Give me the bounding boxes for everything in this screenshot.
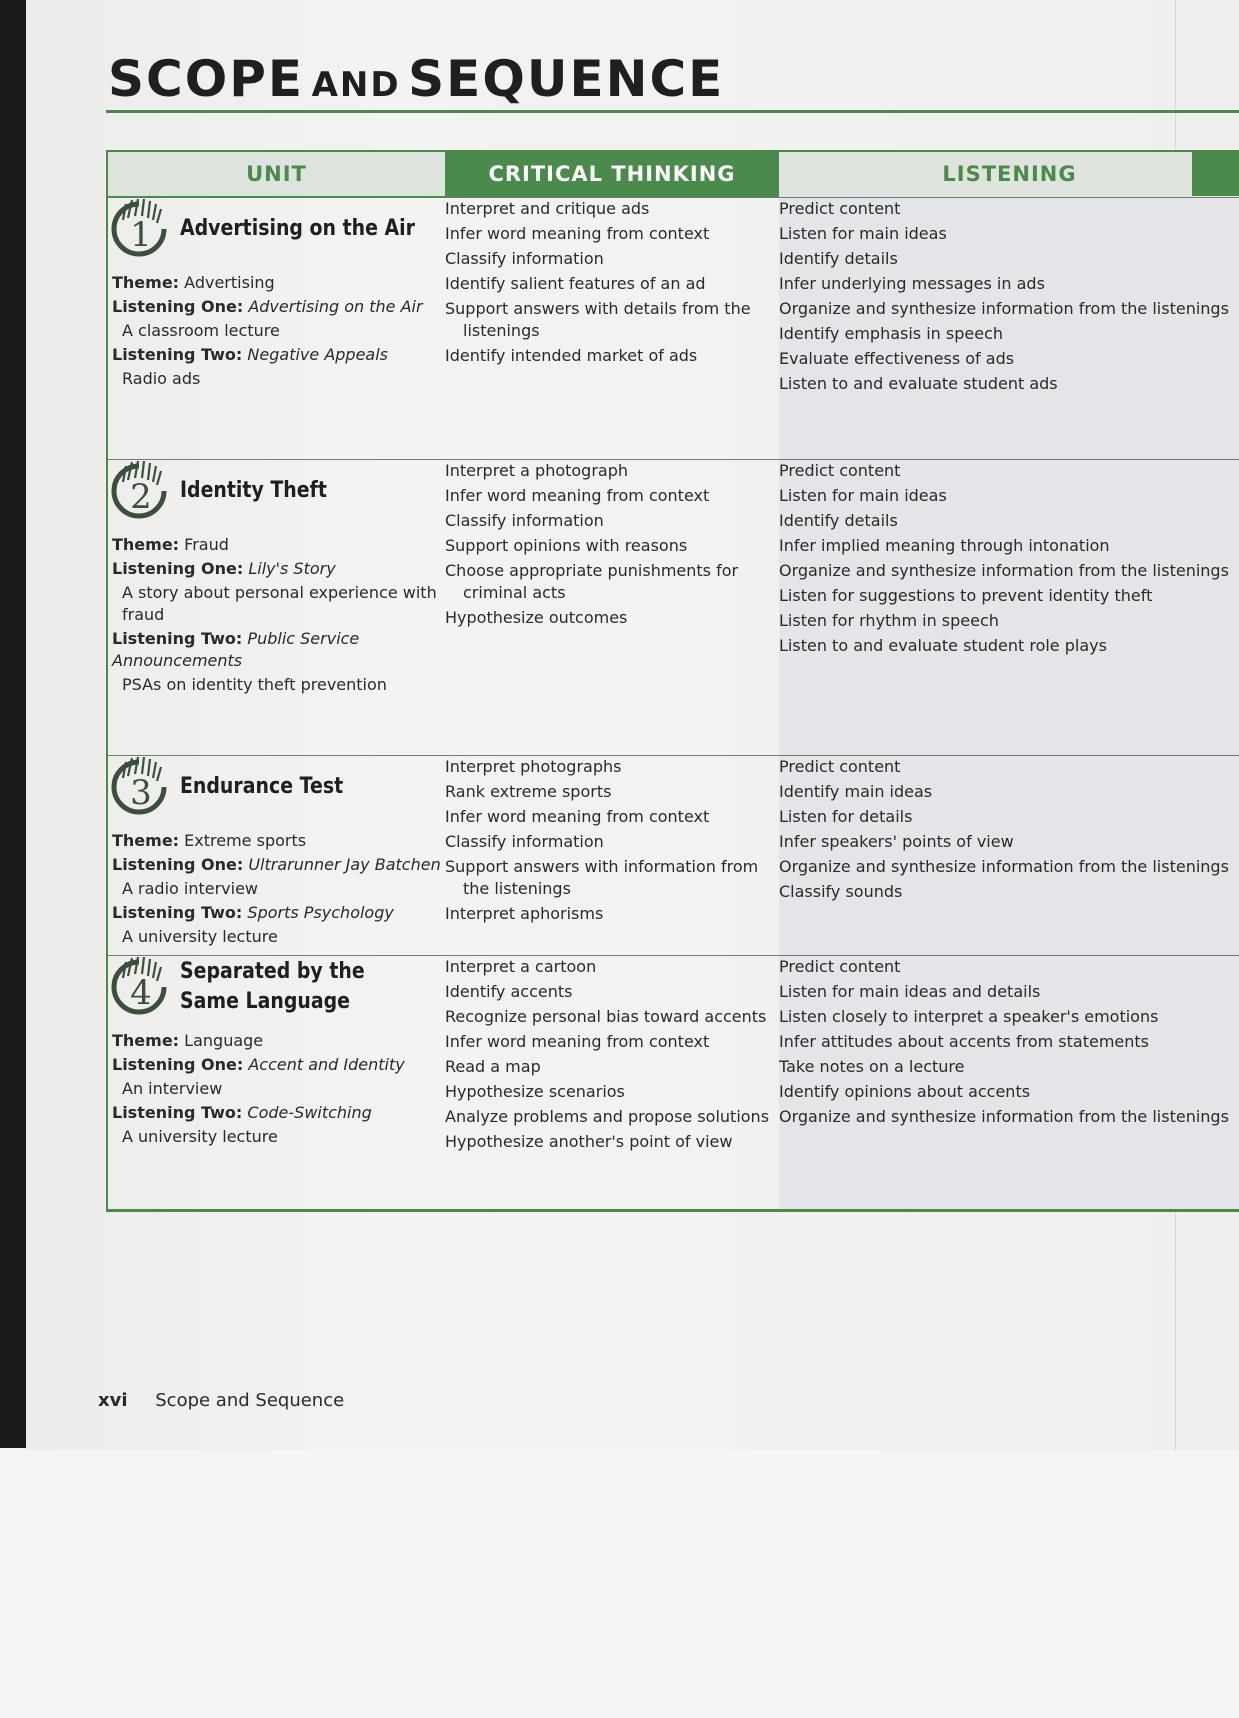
listening-one-label: Listening One: xyxy=(112,854,244,874)
critical-thinking-item: Identify intended market of ads xyxy=(445,345,698,365)
listening-item: Listen for main ideas xyxy=(779,485,947,505)
unit-heading xyxy=(108,956,445,1018)
unit-heading xyxy=(108,756,445,818)
listening-one xyxy=(112,558,445,580)
listening-item: Take notes on a lecture xyxy=(779,1056,965,1076)
unit-theme xyxy=(112,272,445,294)
listening-one-title: Advertising on the Air xyxy=(248,297,423,316)
critical-thinking-item: Classify information xyxy=(445,510,604,530)
listening-item: Predict content xyxy=(779,460,901,480)
listening-item: Identify details xyxy=(779,248,898,268)
listening-item: Identify details xyxy=(779,510,898,530)
critical-thinking-item: Interpret a photograph xyxy=(445,460,629,480)
unit-title: Endurance Test xyxy=(180,773,344,799)
unit-theme xyxy=(112,830,445,852)
critical-thinking-cell xyxy=(445,197,779,459)
critical-thinking-list xyxy=(445,956,779,1153)
critical-thinking-item: Identify accents xyxy=(445,981,573,1001)
critical-thinking-item: Rank extreme sports xyxy=(445,781,612,801)
listening-one-desc: A radio interview xyxy=(122,878,259,898)
critical-thinking-list xyxy=(445,756,779,925)
critical-thinking-cell xyxy=(445,955,779,1210)
critical-thinking-item: Choose appropriate punishments for criminal acts xyxy=(445,560,739,602)
critical-thinking-item: Hypothesize outcomes xyxy=(445,607,628,627)
page-number: xvi xyxy=(98,1390,128,1411)
listening-item: Infer underlying messages in ads xyxy=(779,273,1045,293)
title-scope: SCOPE xyxy=(108,50,305,108)
listening-two-title: Negative Appeals xyxy=(247,345,388,364)
header-unit: UNIT xyxy=(107,151,445,197)
listening-item: Listen to and evaluate student role plays xyxy=(779,635,1107,655)
listening-item: Infer implied meaning through intonation xyxy=(779,535,1110,555)
critical-thinking-item: Interpret and critique ads xyxy=(445,198,650,218)
header-row xyxy=(107,151,1239,197)
listening-two-label: Listening Two: xyxy=(112,628,243,648)
page-title xyxy=(108,50,724,108)
unit-number: 4 xyxy=(130,972,152,1013)
critical-thinking-item: Classify information xyxy=(445,831,604,851)
critical-thinking-item: Recognize personal bias toward accents xyxy=(445,1006,767,1026)
critical-thinking-item: Infer word meaning from context xyxy=(445,1031,710,1051)
critical-thinking-item: Analyze problems and propose solutions xyxy=(445,1106,770,1126)
unit-row xyxy=(107,955,1239,1210)
listening-item: Organize and synthesize information from the listenings xyxy=(779,1106,1229,1126)
listening-one xyxy=(112,1054,445,1076)
listening-two-title: Sports Psychology xyxy=(247,902,394,922)
listening-item: Infer speakers' points of view xyxy=(779,831,1014,851)
unit-row xyxy=(107,755,1239,955)
critical-thinking-item: Interpret aphorisms xyxy=(445,903,604,923)
listening-item: Organize and synthesize information from the listenings xyxy=(779,560,1229,580)
listening-list xyxy=(779,756,1239,903)
listening-two-desc: A university lecture xyxy=(122,926,278,946)
listening-item: Evaluate effectiveness of ads xyxy=(779,348,1015,368)
unit-number-badge-icon xyxy=(108,198,170,260)
unit-cell xyxy=(107,955,445,1210)
listening-one xyxy=(112,854,445,876)
title-and: AND xyxy=(311,65,401,105)
listening-item: Predict content xyxy=(779,198,901,218)
listening-item: Predict content xyxy=(779,956,901,976)
listening-two xyxy=(112,902,445,924)
listening-two-desc: PSAs on identity theft prevention xyxy=(122,674,387,694)
unit-number: 1 xyxy=(130,215,152,255)
unit-title: Separated by the Same Language xyxy=(180,958,365,1014)
critical-thinking-item: Support opinions with reasons xyxy=(445,535,688,555)
listening-two-desc: A university lecture xyxy=(122,1126,278,1146)
scope-table xyxy=(106,150,1239,1212)
header-critical-thinking: CRITICAL THINKING xyxy=(445,151,779,197)
theme-value: Fraud xyxy=(184,534,229,554)
unit-cell xyxy=(107,755,445,955)
listening-one-title: Ultrarunner Jay Batchen xyxy=(248,854,441,874)
listening-cell xyxy=(779,955,1239,1210)
unit-cell xyxy=(107,459,445,755)
critical-thinking-list xyxy=(445,460,779,629)
listening-two-label: Listening Two: xyxy=(112,1102,243,1122)
title-sequence: SEQUENCE xyxy=(408,50,725,108)
listening-one-desc: An interview xyxy=(122,1078,223,1098)
unit-cell xyxy=(107,197,445,459)
listening-cell xyxy=(779,459,1239,755)
listening-item: Listen for main ideas xyxy=(779,223,947,243)
header-listening xyxy=(779,151,1239,197)
theme-value: Language xyxy=(184,1030,264,1050)
critical-thinking-item: Classify information xyxy=(445,248,604,268)
listening-one-label: Listening One: xyxy=(112,1054,244,1074)
listening-list xyxy=(779,956,1239,1128)
header-tab xyxy=(1192,152,1239,196)
listening-one-title: Accent and Identity xyxy=(248,1054,405,1074)
critical-thinking-item: Interpret photographs xyxy=(445,756,622,776)
unit-row xyxy=(107,197,1239,459)
unit-number: 2 xyxy=(130,476,152,517)
footer-section: Scope and Sequence xyxy=(155,1390,345,1411)
unit-title: Advertising on the Air xyxy=(180,216,416,241)
theme-label: Theme: xyxy=(112,273,180,292)
theme-label: Theme: xyxy=(112,534,180,554)
listening-two-title: Public Service Announcements xyxy=(112,628,360,670)
listening-one-desc: A story about personal experience with fraud xyxy=(122,582,437,624)
listening-cell xyxy=(779,197,1239,459)
listening-one-label: Listening One: xyxy=(112,558,244,578)
critical-thinking-item: Infer word meaning from context xyxy=(445,223,710,243)
critical-thinking-cell xyxy=(445,459,779,755)
critical-thinking-item: Hypothesize another's point of view xyxy=(445,1131,733,1151)
listening-two-label: Listening Two: xyxy=(112,345,243,364)
listening-item: Identify main ideas xyxy=(779,781,933,801)
theme-value: Advertising xyxy=(184,273,275,292)
listening-item: Listen for details xyxy=(779,806,913,826)
critical-thinking-item: Support answers with details from the listenings xyxy=(445,298,751,340)
listening-cell xyxy=(779,755,1239,955)
listening-item: Listen for main ideas and details xyxy=(779,981,1041,1001)
unit-number-badge-icon xyxy=(108,956,170,1018)
listening-two xyxy=(112,628,445,672)
theme-label: Theme: xyxy=(112,1030,180,1050)
listening-two-label: Listening Two: xyxy=(112,902,243,922)
listening-item: Listen to and evaluate student ads xyxy=(779,373,1058,393)
listening-list xyxy=(779,460,1239,657)
critical-thinking-item: Read a map xyxy=(445,1056,541,1076)
unit-theme xyxy=(112,534,445,556)
listening-one-label: Listening One: xyxy=(112,297,244,316)
unit-rows xyxy=(107,197,1239,1210)
listening-two-title: Code-Switching xyxy=(247,1102,372,1122)
unit-theme xyxy=(112,1030,445,1052)
critical-thinking-item: Interpret a cartoon xyxy=(445,956,597,976)
unit-row xyxy=(107,459,1239,755)
listening-item: Predict content xyxy=(779,756,901,776)
critical-thinking-item: Support answers with information from the listenings xyxy=(445,856,759,898)
header-listening-label: LISTENING xyxy=(942,162,1077,187)
listening-item: Organize and synthesize information from the listenings xyxy=(779,298,1229,318)
listening-item: Listen for suggestions to prevent identity theft xyxy=(779,585,1153,605)
page-binding-shadow xyxy=(0,0,26,1448)
listening-item: Organize and synthesize information from the listenings xyxy=(779,856,1229,876)
unit-number-badge-icon xyxy=(108,756,170,818)
listening-one-desc: A classroom lecture xyxy=(122,321,280,340)
listening-item: Identify emphasis in speech xyxy=(779,323,1004,343)
listening-one-title: Lily's Story xyxy=(248,558,336,578)
unit-title: Identity Theft xyxy=(180,477,327,503)
page-footer xyxy=(98,1390,344,1411)
unit-number: 3 xyxy=(130,772,152,813)
critical-thinking-item: Identify salient features of an ad xyxy=(445,273,706,293)
listening-item: Listen closely to interpret a speaker's emotions xyxy=(779,1006,1159,1026)
listening-two xyxy=(112,344,445,366)
critical-thinking-item: Hypothesize scenarios xyxy=(445,1081,625,1101)
theme-label: Theme: xyxy=(112,830,180,850)
listening-two xyxy=(112,1102,445,1124)
critical-thinking-item: Infer word meaning from context xyxy=(445,485,710,505)
theme-value: Extreme sports xyxy=(184,830,307,850)
unit-number-badge-icon xyxy=(108,460,170,522)
listening-item: Identify opinions about accents xyxy=(779,1081,1031,1101)
critical-thinking-list xyxy=(445,198,779,367)
critical-thinking-item: Infer word meaning from context xyxy=(445,806,710,826)
listening-item: Listen for rhythm in speech xyxy=(779,610,999,630)
unit-heading xyxy=(108,198,445,260)
listening-item: Infer attitudes about accents from statements xyxy=(779,1031,1149,1051)
critical-thinking-cell xyxy=(445,755,779,955)
unit-heading xyxy=(108,460,445,522)
listening-list xyxy=(779,198,1239,395)
listening-one xyxy=(112,296,445,318)
listening-two-desc: Radio ads xyxy=(122,369,201,388)
listening-item: Classify sounds xyxy=(779,881,903,901)
title-rule xyxy=(106,110,1239,113)
